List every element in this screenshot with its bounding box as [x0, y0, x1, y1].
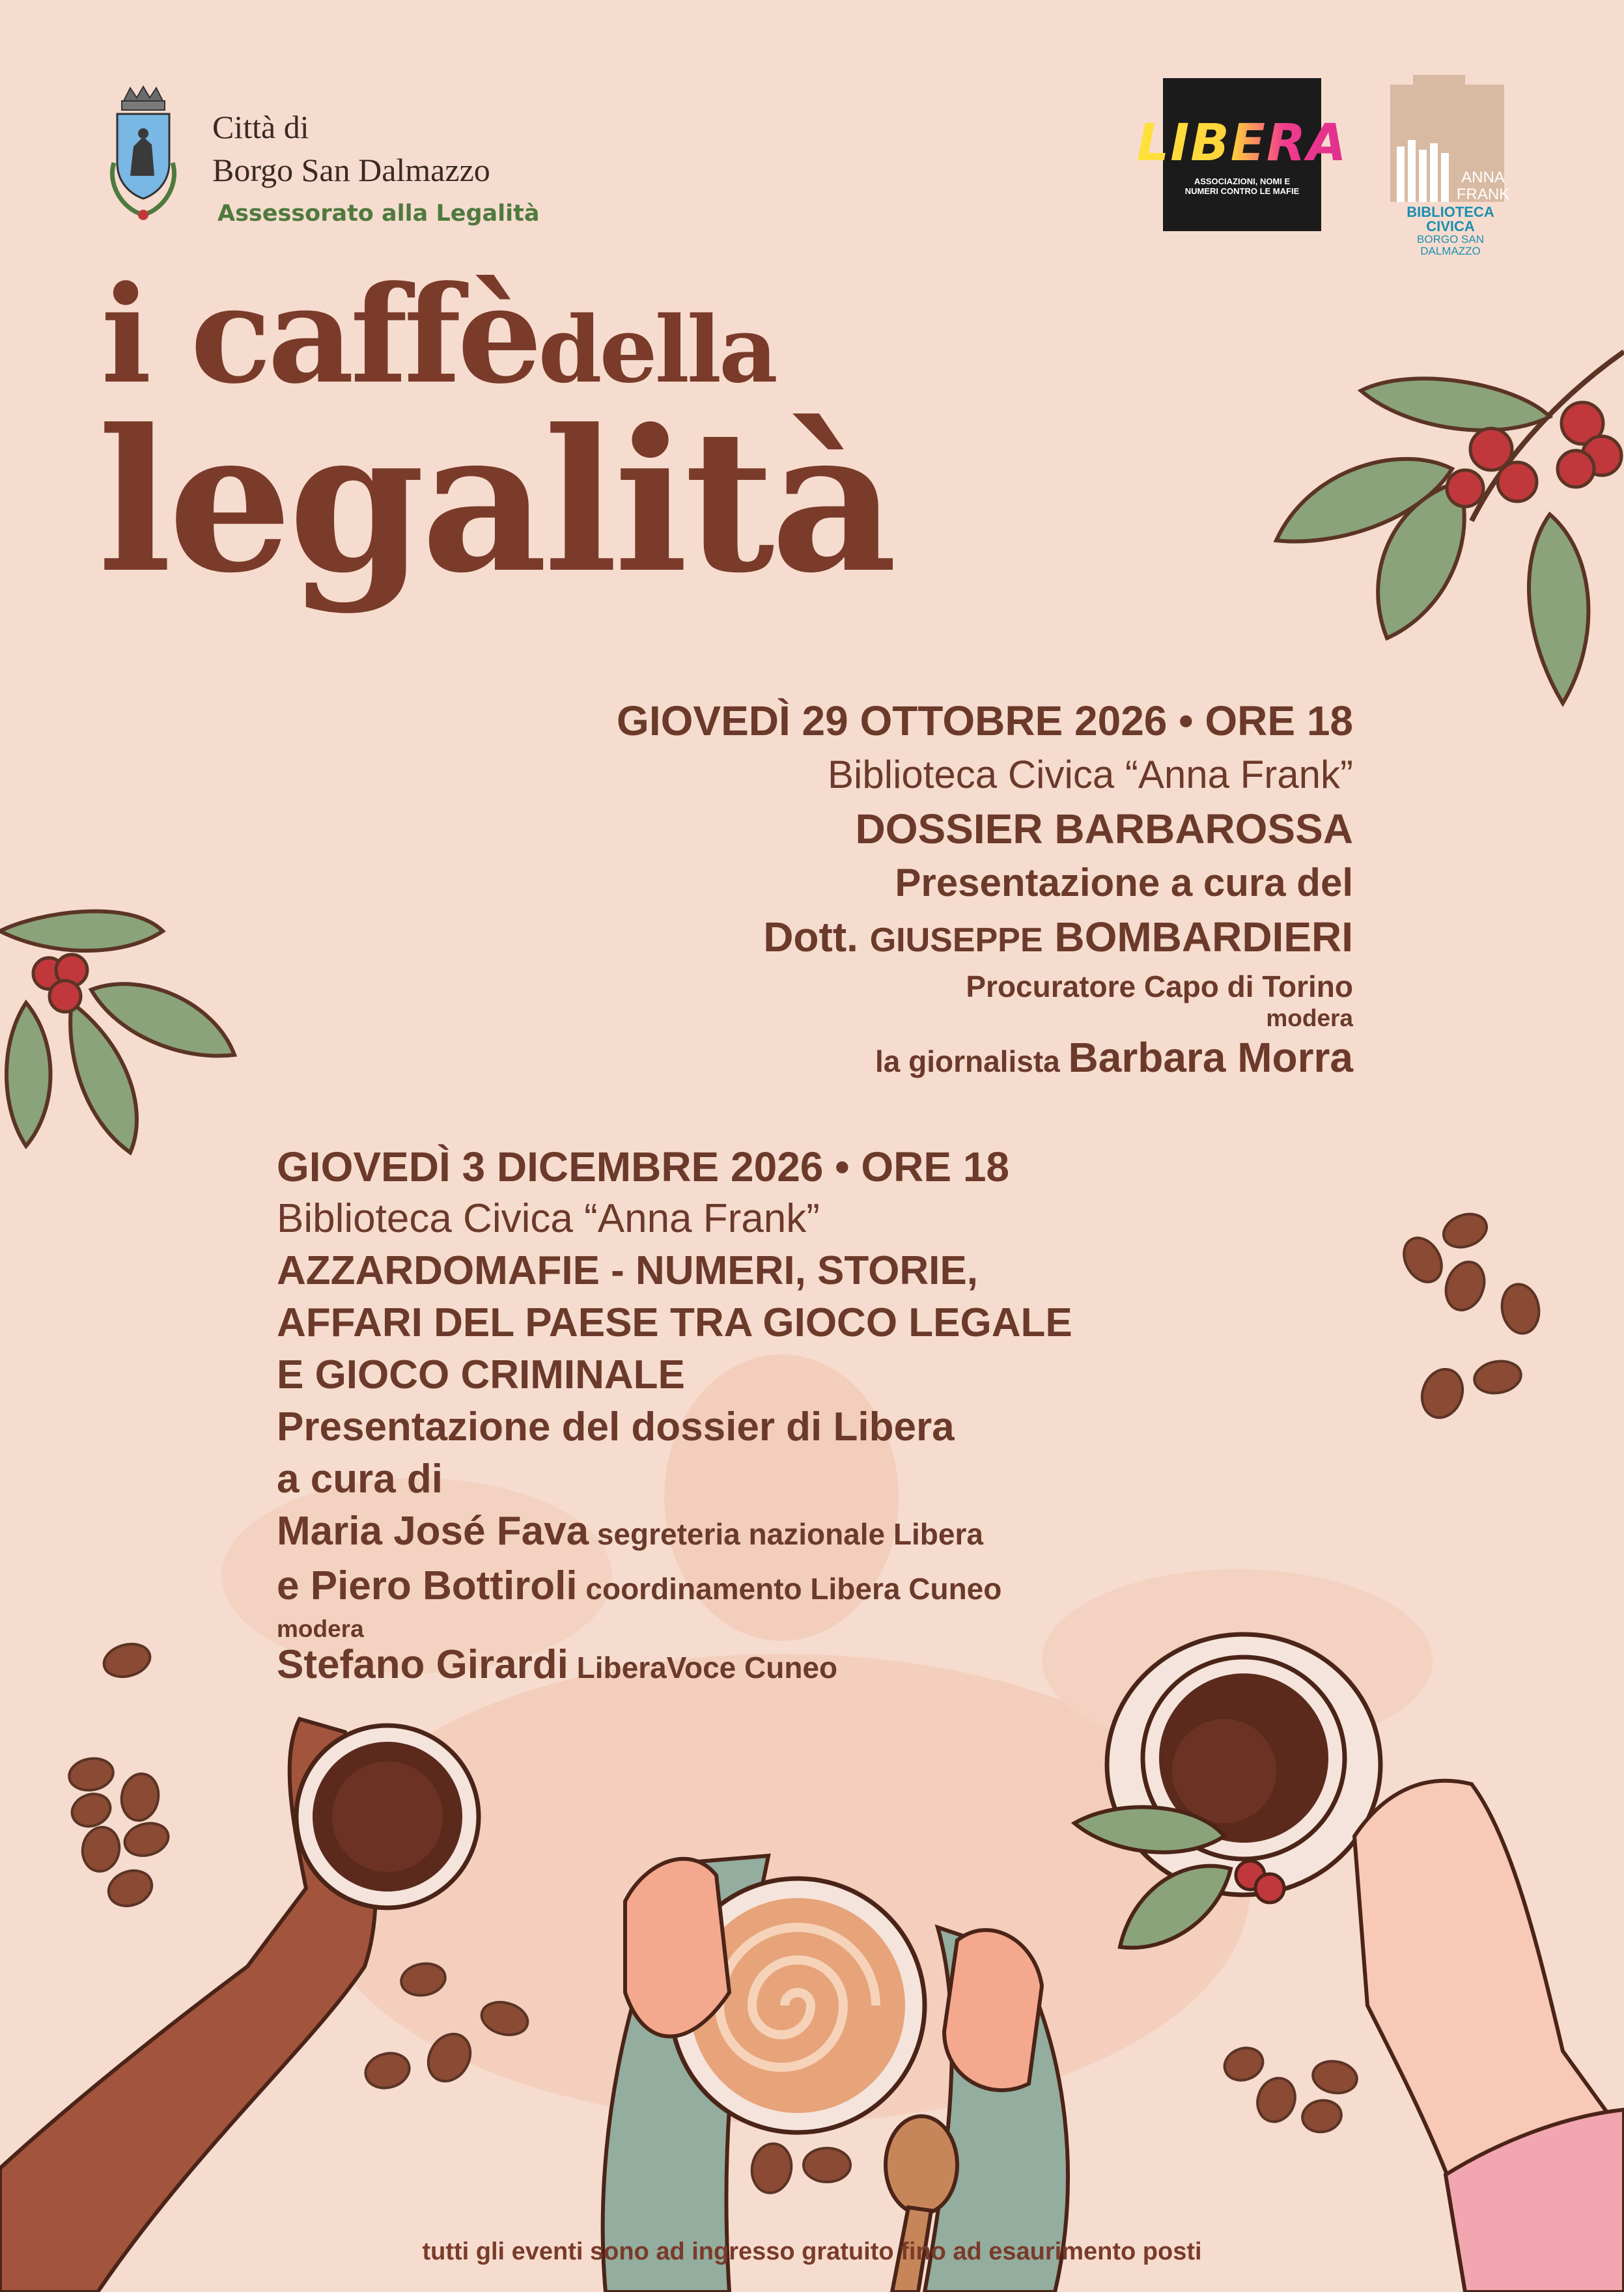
event1-venue: Biblioteca Civica “Anna Frank” — [828, 753, 1353, 796]
event1-moderator-label: modera — [1266, 1005, 1353, 1031]
library-logo-name: ANNA FRANK — [1456, 169, 1510, 203]
event1-topic: DOSSIER BARBAROSSA — [855, 805, 1353, 852]
event2-topic-line3: E GIOCO CRIMINALE — [277, 1352, 685, 1397]
footer-note: tutti gli eventi sono ad ingresso gratuito fino ad esaurimento posti — [422, 2238, 1202, 2265]
event2-speaker2-prefix: e — [277, 1563, 311, 1608]
event2-moderator-role: LiberaVoce Cuneo — [568, 1651, 838, 1684]
event2-venue: Biblioteca Civica “Anna Frank” — [277, 1196, 820, 1241]
page-title-line2: legalità — [98, 386, 893, 616]
event2-topic-line1: AZZARDOMAFIE - NUMERI, STORIE, — [277, 1248, 978, 1293]
event1-role: Procuratore Capo di Torino — [966, 970, 1353, 1003]
event2-moderator-label: modera — [277, 1615, 364, 1642]
city-line1: Città di — [212, 109, 309, 145]
event1-moderator-name: Barbara Morra — [1068, 1034, 1353, 1081]
event-1 — [617, 693, 1353, 1083]
event1-speaker — [617, 910, 1353, 968]
event2-presentation-line2: a cura di — [277, 1457, 443, 1502]
event2-topic-line2: AFFARI DEL PAESE TRA GIOCO LEGALE — [277, 1300, 1072, 1345]
library-logo-place: BORGO SAN DALMAZZO — [1417, 233, 1484, 257]
library-logo — [1387, 72, 1514, 257]
event2-speaker1 — [277, 1505, 1072, 1560]
event1-speaker-first: GIUSEPPE — [869, 921, 1043, 959]
event2-moderator — [277, 1643, 1072, 1689]
event2-speaker2-name: Piero Bottiroli — [310, 1563, 578, 1608]
event2-speaker2 — [277, 1560, 1072, 1615]
city-line2: Borgo San Dalmazzo — [212, 152, 490, 188]
title-caffe: i caffè — [101, 257, 539, 413]
event2-presentation-line1: Presentazione del dossier di Libera — [277, 1405, 955, 1449]
event2-speaker1-role: segreteria nazionale Libera — [589, 1517, 983, 1551]
event-2 — [277, 1141, 1072, 1689]
assessorato-label: Assessorato alla Legalità — [217, 201, 540, 227]
coffee-branch-icon — [0, 912, 234, 1153]
title-della: della — [538, 297, 776, 404]
event1-moderator-prefix: la giornalista — [875, 1044, 1069, 1078]
event2-moderator-name: Stefano Girardi — [277, 1642, 568, 1687]
event1-speaker-prefix: Dott. — [763, 914, 870, 960]
event1-moderator — [617, 1031, 1353, 1083]
event1-presentation: Presentazione a cura del — [895, 861, 1353, 904]
coat-of-arms-icon — [94, 85, 192, 225]
coffee-branch-icon — [1276, 352, 1624, 703]
library-logo-title: BIBLIOTECA CIVICA — [1407, 204, 1494, 234]
event2-speaker2-role: coordinamento Libera Cuneo — [577, 1572, 1002, 1606]
libera-logo-sub: ASSOCIAZIONI, NOMI E NUMERI CONTRO LE MAFIE — [1184, 176, 1300, 196]
event1-speaker-last: BOMBARDIERI — [1043, 914, 1353, 960]
event2-speaker1-name: Maria José Fava — [277, 1509, 589, 1554]
libera-logo-text: LIBERA — [1136, 113, 1348, 173]
city-name — [212, 105, 490, 191]
event2-date: GIOVEDÌ 3 DICEMBRE 2026 • ORE 18 — [277, 1143, 1009, 1190]
libera-logo — [1136, 78, 1348, 231]
event1-date: GIOVEDÌ 29 OTTOBRE 2026 • ORE 18 — [617, 697, 1353, 744]
